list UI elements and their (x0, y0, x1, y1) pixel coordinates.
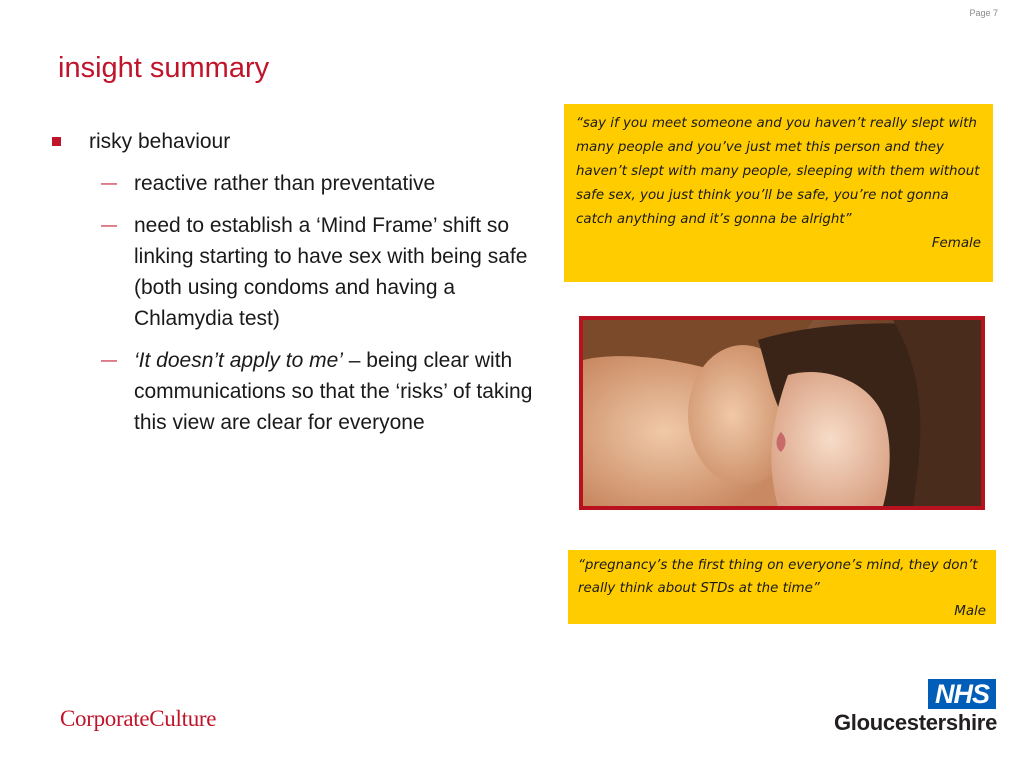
bullet-list (52, 126, 557, 438)
photo-illustration (583, 320, 981, 506)
slide-title: insight summary (58, 52, 270, 84)
quote-box-female (564, 104, 993, 282)
sub-bullet-italic-text: ‘It doesn’t apply to me’ (134, 349, 343, 372)
quote-attribution: Female (931, 236, 981, 251)
bullet-risky-behaviour (52, 126, 557, 157)
quote-text: “pregnancy’s the first thing on everyone’s mind, they don’t really think about STDs at the time” (578, 558, 978, 596)
quote-text: “say if you meet someone and you haven’t really slept with many people and you’ve just met this person and they haven’t slept with many people, sleeping with them without safe sex, you just think you’ll be safe, you’re not gonna catch anything and it’s gonna be alright” (576, 116, 980, 227)
page-number: Page 7 (969, 8, 998, 18)
quote-attribution: Male (954, 604, 986, 619)
sub-bullet-text: need to establish a ‘Mind Frame’ shift so linking starting to have sex with being safe (both using condoms and having a Chlamydia test) (134, 214, 528, 330)
bullet-text: risky behaviour (89, 130, 231, 153)
sub-bullet-text: reactive rather than preventative (134, 172, 436, 195)
quote-box-male (568, 550, 996, 624)
sub-bullet-doesnt-apply (52, 345, 557, 438)
sub-bullet-mind-frame (52, 210, 557, 334)
nhs-logo: NHS (928, 679, 996, 709)
dash-bullet-icon: — (101, 352, 117, 369)
dash-bullet-icon: — (101, 217, 117, 234)
square-bullet-icon (52, 137, 61, 146)
couple-kissing-photo (579, 316, 985, 510)
sub-bullet-text: – being clear with communications so that the ‘risks’ of taking this view are clear for everyone (134, 349, 533, 434)
corporate-culture-logo: CorporateCulture (60, 706, 217, 731)
sub-bullet-reactive (52, 168, 557, 199)
dash-bullet-icon: — (101, 175, 117, 192)
nhs-organisation-name: Gloucestershire (833, 710, 997, 735)
